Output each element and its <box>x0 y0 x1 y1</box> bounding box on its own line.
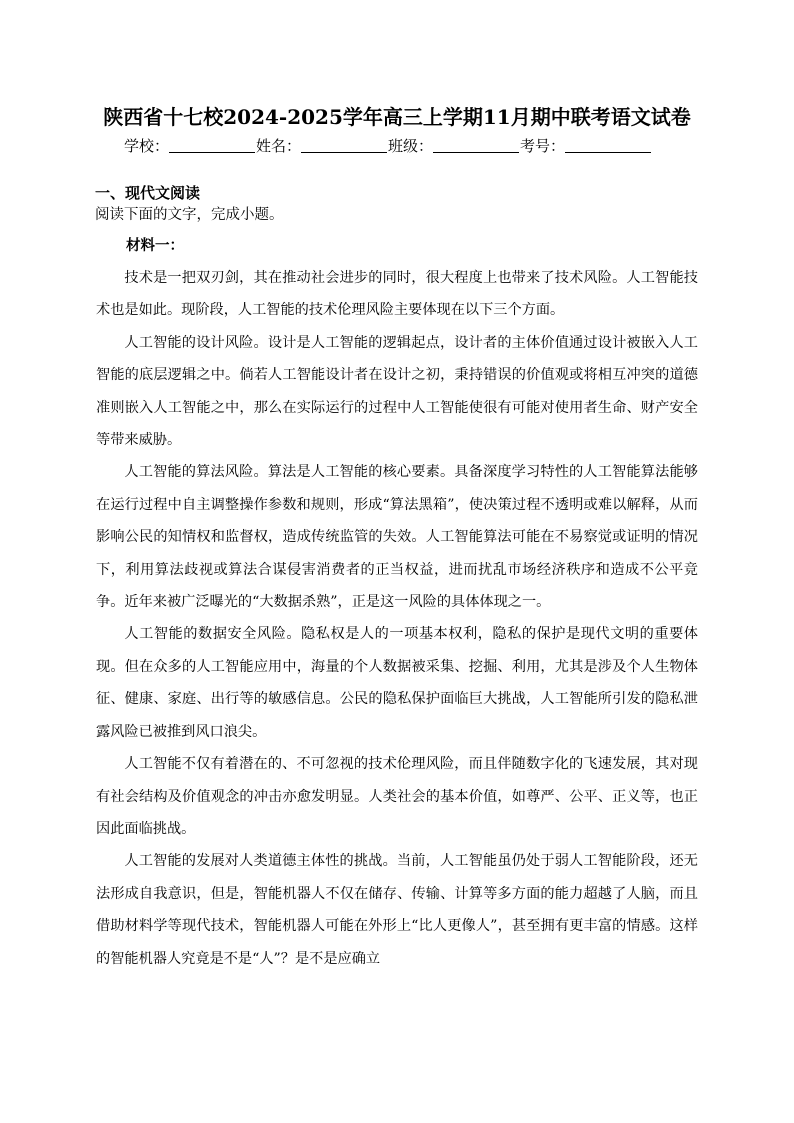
passage-paragraph: 技术是一把双刃剑，其在推动社会进步的同时，很大程度上也带来了技术风险。人工智能技术也是如此。现阶段，人工智能的技术伦理风险主要体现在以下三个方面。 <box>96 270 698 319</box>
material-label: 材料一： <box>126 237 184 254</box>
section-heading: 一、现代文阅读 <box>95 184 201 202</box>
school-blank <box>169 136 255 153</box>
class-label: 班级： <box>388 137 434 155</box>
passage-paragraph: 人工智能的发展对人类道德主体性的挑战。当前，人工智能虽仍处于弱人工智能阶段，还无法形成自我意识，但是，智能机器人不仅在储存、传输、计算等多方面的能力超越了人脑，而且借助材料学等现代技术，智能机器人可能在外形上“比人更像人”，甚至拥有更丰富的情感。这样的智能机器人究竟是不是“人”？是不是应确立 <box>96 853 698 967</box>
passage-paragraph: 人工智能的算法风险。算法是人工智能的核心要素。具备深度学习特性的人工智能算法能够在运行过程中自主调整操作参数和规则，形成“算法黑箱”，使决策过程不透明或难以解释，从而影响公民的知情权和监督权，造成传统监管的失效。人工智能算法可能在不易察觉或证明的情况下，利用算法歧视或算法合谋侵害消费者的正当权益，进而扰乱市场经济秩序和造成不公平竞争。近年来被广泛曝光的“大数据杀熟”，正是这一风险的具体体现之一。 <box>96 464 698 611</box>
exam-title: 陕西省十七校2024-2025学年高三上学期11月期中联考语文试卷 <box>103 105 691 129</box>
passage-paragraph: 人工智能的数据安全风险。隐私权是人的一项基本权利，隐私的保护是现代文明的重要体现。但在众多的人工智能应用中，海量的个人数据被采集、挖掘、利用，尤其是涉及个人生物体征、健康、家庭、出行等的敏感信息。公民的隐私保护面临巨大挑战，人工智能所引发的隐私泄露风险已被推到风口浪尖。 <box>96 626 698 740</box>
student-info-row <box>124 135 684 157</box>
reading-instruction: 阅读下面的文字，完成小题。 <box>95 207 284 223</box>
name-blank <box>301 136 387 153</box>
class-blank <box>433 136 519 153</box>
exam-number-label: 考号： <box>520 137 566 155</box>
exam-number-blank <box>565 136 651 153</box>
school-label: 学校： <box>124 137 170 155</box>
passage-paragraph: 人工智能的设计风险。设计是人工智能的逻辑起点，设计者的主体价值通过设计被嵌入人工智能的底层逻辑之中。倘若人工智能设计者在设计之初，秉持错误的价值观或将相互冲突的道德准则嵌入人工智能之中，那么在实际运行的过程中人工智能使很有可能对使用者生命、财产安全等带来威胁。 <box>96 334 698 449</box>
passage-paragraph: 人工智能不仅有着潜在的、不可忽视的技术伦理风险，而且伴随数字化的飞速发展，其对现有社会结构及价值观念的冲击亦愈发明显。人类社会的基本价值，如尊严、公平、正义等，也正因此面临挑战。 <box>96 756 698 837</box>
name-label: 姓名： <box>256 137 302 155</box>
passage-body <box>96 262 698 975</box>
